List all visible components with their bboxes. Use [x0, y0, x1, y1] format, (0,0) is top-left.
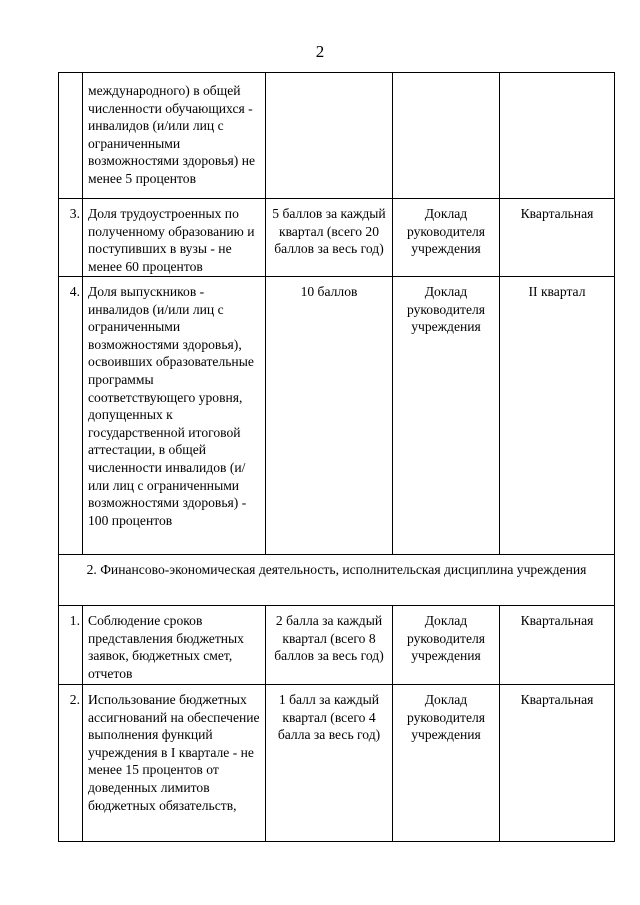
table-row	[59, 606, 615, 685]
period-text: Квартальная	[520, 206, 594, 221]
score-cell	[266, 685, 393, 842]
document-cell	[393, 277, 500, 555]
period-text: Квартальная	[520, 692, 594, 707]
criterion-text: Доля выпускников - инвалидов (и/или лиц с ограниченными возможностями здоровья), освоивших образовательные программы соответствующего уровня, допущенных к государственной итоговой аттестации, в общей численности инвалидов (и/или лиц с ограниченными возможностями здоровья) - 100 процентов	[88, 284, 254, 528]
criterion-text: Соблюдение сроков представления бюджетных заявок, бюджетных смет, отчетов	[88, 613, 244, 681]
period-cell	[500, 277, 615, 555]
score-text: 2 балла за каждый квартал (всего 8 баллов за весь год)	[274, 613, 384, 664]
score-cell	[266, 606, 393, 685]
criterion-text: Использование бюджетных ассигнований на обеспечение выполнения функций учреждения в I квартале - не менее 15 процентов от доведенных лимитов бюджетных обязательств,	[88, 692, 260, 813]
document-text: Доклад руководителя учреждения	[406, 613, 486, 664]
period-cell	[500, 606, 615, 685]
table-row	[59, 277, 615, 555]
criterion-cell	[83, 685, 266, 842]
document-text: Доклад руководителя учреждения	[406, 284, 486, 335]
document-text: Доклад руководителя учреждения	[406, 692, 486, 743]
criterion-text: международного) в общей численности обучающихся - инвалидов (и/или лиц с ограниченными возможностями здоровья) не менее 5 процентов	[88, 83, 256, 186]
section-header-row	[59, 555, 615, 606]
criterion-cell	[83, 277, 266, 555]
period-cell	[500, 199, 615, 277]
document-cell	[393, 199, 500, 277]
row-number: 2.	[59, 685, 83, 842]
period-text: II квартал	[528, 284, 586, 299]
score-text: 5 баллов за каждый квартал (всего 20 баллов за весь год)	[272, 206, 386, 257]
page-number: 2	[315, 42, 325, 61]
table-row	[59, 73, 615, 199]
period-cell	[500, 73, 615, 199]
table-row	[59, 685, 615, 842]
section-title: 2. Финансово-экономическая деятельность, исполнительская дисциплина учреждения	[59, 555, 615, 606]
period-cell	[500, 685, 615, 842]
score-text: 1 балл за каждый квартал (всего 4 балла за весь год)	[277, 692, 381, 743]
criterion-cell	[83, 199, 266, 277]
row-number: 3.	[59, 199, 83, 277]
criterion-cell	[83, 606, 266, 685]
score-cell	[266, 277, 393, 555]
document-text: Доклад руководителя учреждения	[406, 206, 486, 257]
document-cell	[393, 606, 500, 685]
row-number: 4.	[59, 277, 83, 555]
score-cell	[266, 73, 393, 199]
criterion-text: Доля трудоустроенных по полученному образованию и поступивших в вузы - не менее 60 процентов	[88, 206, 255, 274]
score-cell	[266, 199, 393, 277]
document-cell	[393, 73, 500, 199]
row-number	[59, 73, 83, 199]
score-text: 10 баллов	[300, 284, 358, 299]
criteria-table	[58, 72, 615, 842]
row-number: 1.	[59, 606, 83, 685]
criterion-cell	[83, 73, 266, 199]
table-row	[59, 199, 615, 277]
document-cell	[393, 685, 500, 842]
period-text: Квартальная	[520, 613, 594, 628]
